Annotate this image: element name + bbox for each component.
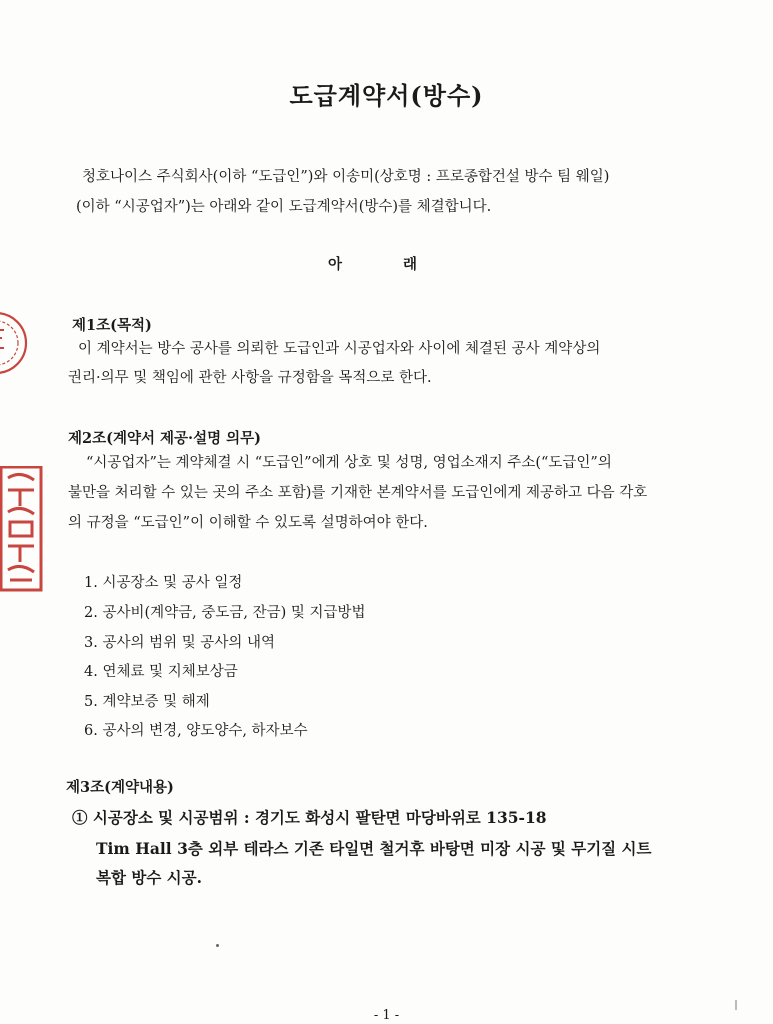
list-item-6: 6. 공사의 변경, 양도양수, 하자보수 [84,723,308,739]
round-seal-stamp [0,300,28,386]
list-item-4: 4. 연체료 및 지체보상금 [84,664,238,680]
article-2-title: 제2조(계약서 제공·설명 의무) [68,430,262,447]
square-seal-stamp [0,466,44,592]
article-3-line-1: ① 시공장소 및 시공범위 : 경기도 화성시 팔탄면 마당바위로 135-18 [72,808,547,827]
article-3-title: 제3조(계약내용) [66,779,174,796]
page-number: - 1 - [373,1008,400,1023]
article-1-line-1: 이 계약서는 방수 공사를 의뢰한 도급인과 시공업자와 사이에 체결된 공사 계약상의 [78,341,601,357]
article-3-line-3: 복합 방수 시공. [96,868,203,887]
article-2-line-2: 불만을 처리할 수 있는 곳의 주소 포함)를 기재한 본계약서를 도급인에게 제공하고 다음 각호 [68,485,648,501]
article-3-line-2: Tim Hall 3층 외부 테라스 기존 타일면 철거후 바탕면 미장 시공 및 무기질 시트 [96,839,652,858]
document-title: 도급계약서(방수) [289,81,484,110]
intro-line-1: 청호나이스 주식회사(이하 “도급인”)와 이송미(상호명 : 프로종합건설 방수 팀 웨일) [82,169,610,185]
article-1-title: 제1조(목적) [72,317,152,334]
intro-line-2: (이하 “시공업자”)는 아래와 같이 도급계약서(방수)를 체결합니다. [76,199,492,215]
list-item-3: 3. 공사의 범위 및 공사의 내역 [84,635,275,651]
article-2-line-3: 의 규정을 “도급인”이 이해할 수 있도록 설명하여야 한다. [68,515,428,531]
article-1-line-2: 권리·의무 및 책임에 관한 사항을 규정함을 목적으로 한다. [68,370,432,386]
list-item-5: 5. 계약보증 및 해제 [84,694,210,710]
list-item-1: 1. 시공장소 및 공사 일정 [84,575,243,591]
article-2-line-1: “시공업자”는 계약체결 시 “도급인”에게 상호 및 성명, 영업소재지 주소(“도급인”의 [86,455,612,471]
list-item-2: 2. 공사비(계약금, 중도금, 잔금) 및 지급방법 [84,605,366,621]
speck [216,944,219,947]
center-heading: 아 래 [327,256,446,273]
